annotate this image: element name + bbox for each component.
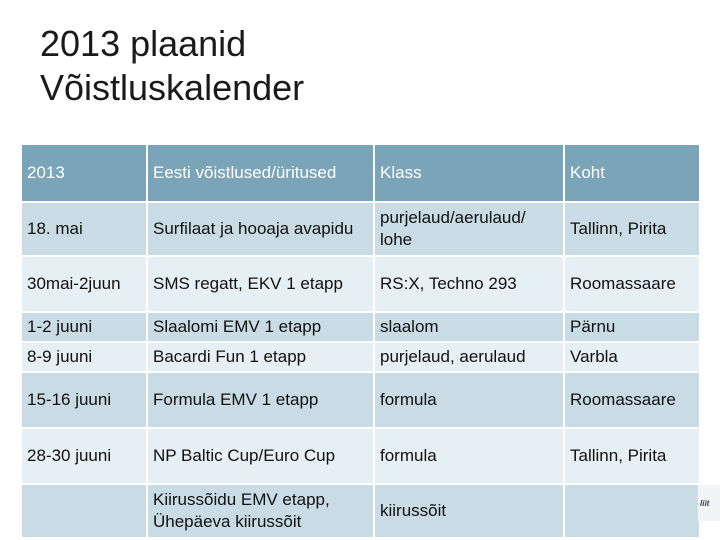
cell-location: Varbla xyxy=(564,342,700,372)
title-line-1: 2013 plaanid xyxy=(40,23,247,64)
corner-logo-text: liit xyxy=(700,499,710,508)
cell-class: slaalom xyxy=(374,312,564,342)
cell-event: Kiirussõidu EMV etapp, Ühepäeva kiirussõit xyxy=(147,484,374,538)
cell-location: Roomassaare xyxy=(564,256,700,312)
cell-date: 18. mai xyxy=(22,202,147,256)
table-row xyxy=(22,372,700,428)
cell-location: Pärnu xyxy=(564,312,700,342)
header-class: Klass xyxy=(374,145,564,202)
table-header-row xyxy=(22,145,700,202)
cell-class: formula xyxy=(374,372,564,428)
cell-date: 1-2 juuni xyxy=(22,312,147,342)
cell-class: purjelaud, aerulaud xyxy=(374,342,564,372)
cell-date: 30mai-2juun xyxy=(22,256,147,312)
cell-event: Formula EMV 1 etapp xyxy=(147,372,374,428)
cell-location xyxy=(564,484,700,538)
cell-class: kiirussõit xyxy=(374,484,564,538)
cell-location: Roomassaare xyxy=(564,372,700,428)
cell-class: purjelaud/aerulaud/ lohe xyxy=(374,202,564,256)
title-line-2: Võistluskalender xyxy=(40,67,305,108)
cell-date xyxy=(22,484,147,538)
cell-class: RS:X, Techno 293 xyxy=(374,256,564,312)
header-events: Eesti võistlused/üritused xyxy=(147,145,374,202)
table-row xyxy=(22,256,700,312)
cell-class: formula xyxy=(374,428,564,484)
cell-location: Tallinn, Pirita xyxy=(564,428,700,484)
cell-date: 8-9 juuni xyxy=(22,342,147,372)
cell-event: NP Baltic Cup/Euro Cup xyxy=(147,428,374,484)
cell-location: Tallinn, Pirita xyxy=(564,202,700,256)
table-row xyxy=(22,484,700,538)
table-row xyxy=(22,342,700,372)
cell-event: Slaalomi EMV 1 etapp xyxy=(147,312,374,342)
cell-event: SMS regatt, EKV 1 etapp xyxy=(147,256,374,312)
table-row xyxy=(22,202,700,256)
header-location: Koht xyxy=(564,145,700,202)
cell-date: 15-16 juuni xyxy=(22,372,147,428)
table-row xyxy=(22,428,700,484)
competition-calendar-table xyxy=(22,145,701,539)
header-year: 2013 xyxy=(22,145,147,202)
cell-event: Bacardi Fun 1 etapp xyxy=(147,342,374,372)
slide-title xyxy=(40,22,304,110)
cell-date: 28-30 juuni xyxy=(22,428,147,484)
table-row xyxy=(22,312,700,342)
cell-event: Surfilaat ja hooaja avapidu xyxy=(147,202,374,256)
corner-logo xyxy=(697,485,720,521)
